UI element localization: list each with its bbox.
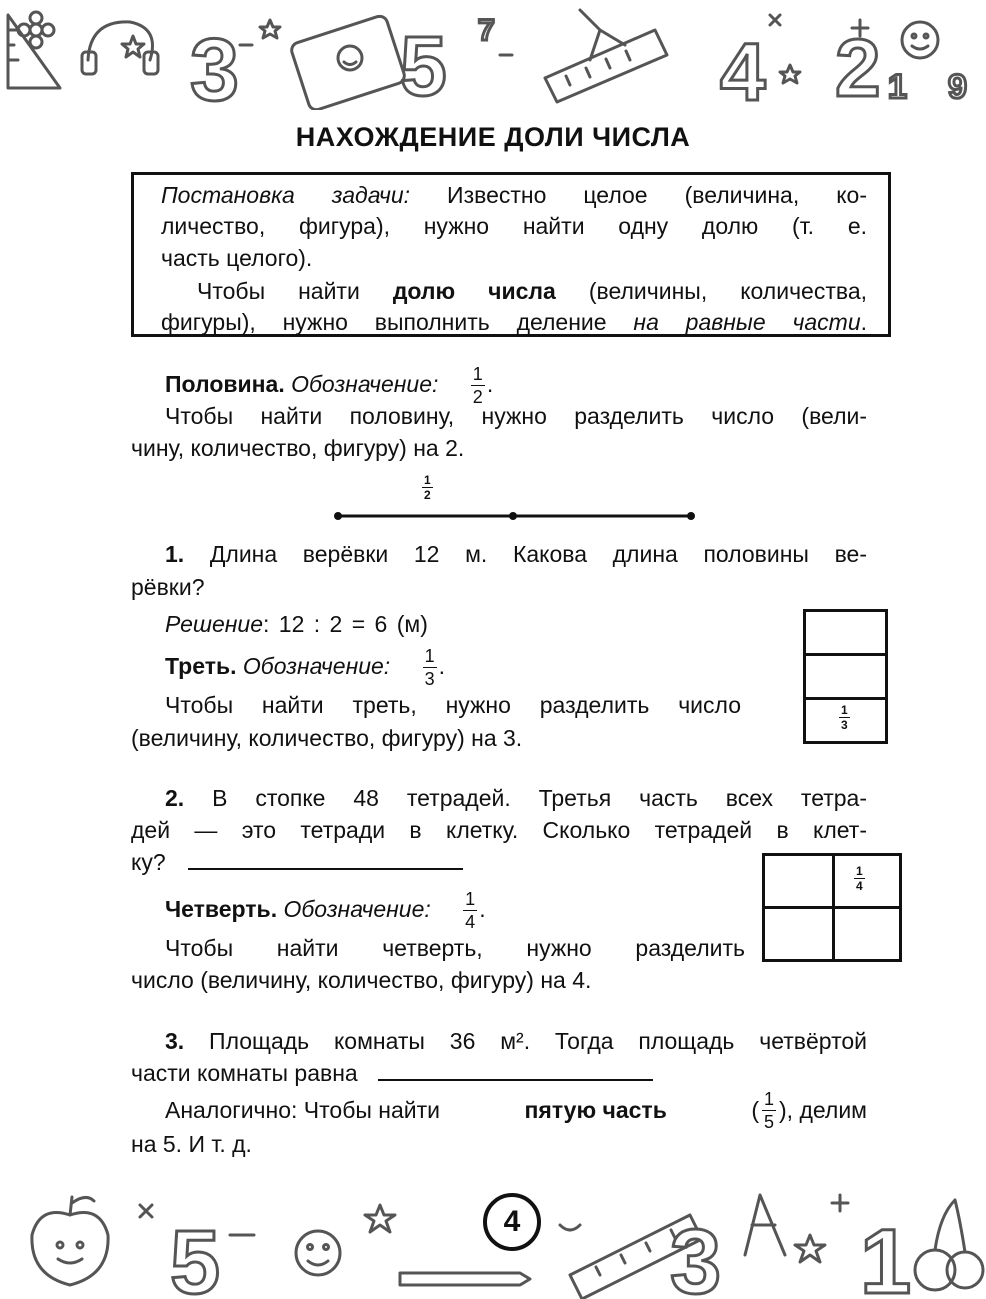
task2-line-3 — [131, 851, 463, 874]
quarter-grid-cell-1 — [762, 853, 835, 909]
box-text-5a: фигуры), нужно выполнить деление — [161, 309, 607, 335]
quarter-text-line-2: число (величину, количество, фигуру) на 4. — [131, 967, 592, 993]
problem-statement-label: Постановка задачи: — [161, 182, 411, 208]
box-line-1 — [161, 184, 867, 207]
task3-answer-blank[interactable] — [378, 1079, 653, 1081]
segment-end-point — [687, 512, 695, 520]
task2-text-3: ку? — [131, 849, 166, 875]
fraction-one-fifth: $\frac{1}{5}$ — [764, 1088, 775, 1132]
task1-solution — [165, 613, 428, 636]
task3-text-1: Площадь комнаты 36 м². Тогда площадь четвёртой — [209, 1028, 868, 1054]
third-label: Треть. — [165, 653, 237, 679]
quarter-grid-cell-2 — [832, 853, 902, 909]
third-dot: . — [438, 653, 445, 679]
quarter-dot: . — [479, 896, 486, 922]
box-line-3: часть целого). — [161, 245, 313, 271]
page-title: НАХОЖДЕНИЕ ДОЛИ ЧИСЛА — [295, 122, 691, 152]
task2-line-2: дей — это тетради в клетку. Сколько тетрадей в клет- — [131, 817, 867, 843]
task3-text-2: части комнаты равна — [131, 1060, 358, 1086]
top-digit-1: 1 — [888, 68, 907, 106]
top-digit-5: 5 — [400, 19, 447, 110]
equal-parts-italic: на равные части — [633, 309, 861, 335]
box-text-4a: Чтобы найти — [197, 278, 360, 304]
page-number: 4 — [483, 1193, 541, 1251]
bottom-digit-3: 3 — [670, 1211, 722, 1299]
top-digit-7: 7 — [478, 14, 495, 47]
segment-start-point — [334, 512, 342, 520]
fraction-one-half: $\frac{1}{2}$ — [472, 364, 483, 408]
third-cell-fraction: $\frac{1}{3}$ — [841, 703, 848, 732]
quarter-grid-cell-4 — [832, 906, 902, 962]
box-text-4b: (величины, количества, — [588, 278, 868, 304]
task2-number: 2. — [165, 785, 185, 811]
fifth-line-2: на 5. И т. д. — [131, 1131, 252, 1157]
half-notation-label: Обозначение: — [291, 371, 439, 397]
third-grid-cell-2 — [803, 653, 888, 700]
top-digit-2: 2 — [835, 23, 881, 110]
bottom-digit-5: 5 — [170, 1213, 221, 1299]
box-text-5-end: . — [860, 309, 868, 335]
box-line-5 — [161, 311, 867, 334]
task1-line-2: рёвки? — [131, 574, 205, 600]
top-digit-4: 4 — [720, 27, 766, 110]
segment-mid-point — [509, 512, 517, 520]
third-text-line-1: Чтобы найти треть, нужно разделить число — [165, 692, 741, 718]
quarter-cell-fraction: $\frac{1}{4}$ — [856, 864, 863, 893]
fifth-open-paren: ( — [751, 1097, 759, 1123]
task2-text-1: В стопке 48 тетрадей. Третья часть всех тетра- — [212, 785, 868, 811]
fifth-text-1a: Аналогично: Чтобы найти — [165, 1097, 441, 1123]
box-line-2: личество, фигура), нужно найти одну долю (т. е. — [161, 213, 867, 239]
box-line-4 — [197, 280, 867, 303]
task2-line-1 — [165, 787, 867, 810]
half-segment-diagram — [330, 505, 700, 527]
task3-line-1 — [165, 1030, 867, 1053]
fifth-close-text: ), делим — [779, 1097, 867, 1123]
fifth-line-1 — [165, 1088, 867, 1132]
task1-text-1: Длина верёвки 12 м. Какова длина половины ве- — [209, 541, 867, 567]
half-label: Половина. — [165, 371, 285, 397]
third-grid-cell-1 — [803, 609, 888, 656]
task3-line-2 — [131, 1062, 653, 1085]
segment-fraction-label: $\frac{1}{2}$ — [424, 473, 431, 502]
task1-line-1 — [165, 543, 867, 566]
solution-label: Решение — [165, 611, 263, 637]
task2-answer-blank[interactable] — [188, 868, 463, 870]
half-text-line-2: чину, количество, фигуру) на 2. — [131, 435, 465, 461]
half-heading — [165, 362, 493, 406]
top-decoration — [0, 0, 986, 110]
quarter-grid-cell-3 — [762, 906, 835, 962]
box-text-1: Известно целое (величина, ко- — [447, 182, 867, 208]
quarter-text-line-1: Чтобы найти четверть, нужно разделить — [165, 935, 745, 961]
task3-number: 3. — [165, 1028, 185, 1054]
half-text-line-1: Чтобы найти половину, нужно разделить число (вели- — [165, 403, 867, 429]
solution-text: : 12 : 2 = 6 (м) — [263, 611, 428, 637]
quarter-label: Четверть. — [165, 896, 278, 922]
quarter-notation-label: Обозначение: — [283, 896, 431, 922]
fraction-one-quarter: $\frac{1}{4}$ — [465, 889, 476, 933]
third-notation-label: Обозначение: — [242, 653, 391, 679]
third-heading — [165, 644, 445, 688]
fraction-one-third: $\frac{1}{3}$ — [424, 646, 435, 690]
quarter-heading — [165, 887, 486, 931]
share-of-number-bold: долю числа — [392, 278, 556, 304]
top-digit-3: 3 — [190, 20, 239, 110]
top-digit-9: 9 — [948, 68, 967, 106]
fifth-part-bold: пятую часть — [524, 1097, 667, 1123]
third-text-line-2: (величину, количество, фигуру) на 3. — [131, 725, 523, 751]
half-dot: . — [486, 371, 494, 397]
task1-number: 1. — [165, 541, 185, 567]
bottom-digit-1: 1 — [860, 1211, 912, 1299]
